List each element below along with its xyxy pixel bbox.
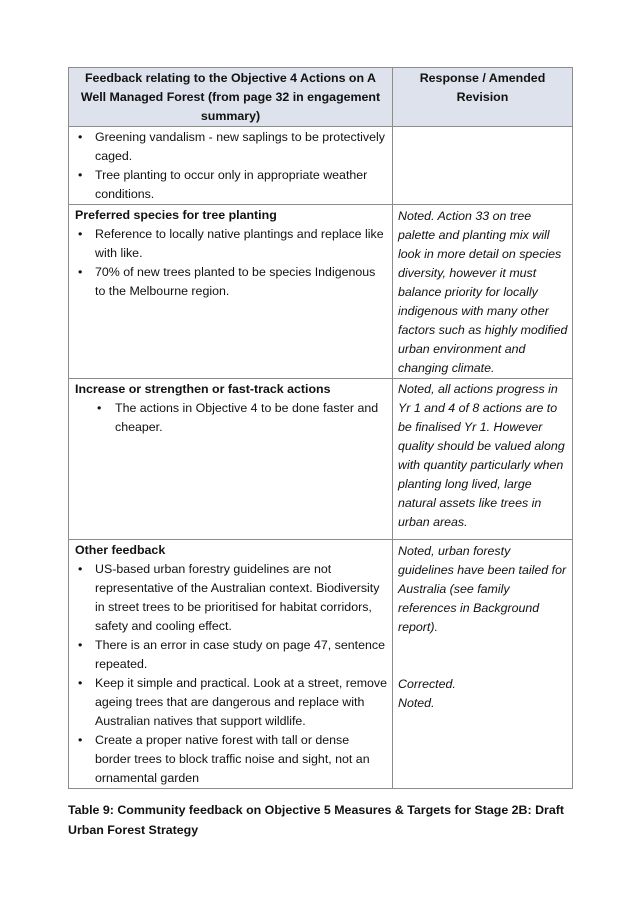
list-item: • US-based urban forestry guidelines are not representative of the Australian context. Biodiversity in street trees to be prioritised for habitat corridors, safety and cooling effect. [75, 560, 387, 636]
response-text: Noted, urban foresty guidelines have been tailed for Australia (see family references in Background report). [398, 544, 567, 634]
list-item: • Tree planting to occur only in appropriate weather conditions. [75, 166, 387, 204]
table-row [69, 205, 573, 379]
response-text: Noted, all actions progress in Yr 1 and 4 of 8 actions are to be finalised Yr 1. However quality should be valued along with quantity particularly when planting long lived, large natural assets like trees in urban areas. [398, 382, 565, 529]
list-item: • Reference to locally native plantings and replace like with like. [75, 225, 387, 263]
header-feedback-cell [69, 68, 393, 127]
section-heading: Preferred species for tree planting [75, 208, 277, 222]
feedback-list [75, 399, 387, 437]
feedback-cell [69, 540, 393, 789]
feedback-cell [69, 205, 393, 379]
response-cell [393, 379, 573, 540]
feedback-list [75, 560, 387, 788]
list-item: • Create a proper native forest with tall or dense border trees to block traffic noise and sight, not an ornamental garden [75, 731, 387, 788]
response-text [393, 127, 572, 128]
feedback-cell [69, 127, 393, 205]
list-item: • The actions in Objective 4 to be done faster and cheaper. [75, 399, 387, 437]
feedback-list [75, 128, 387, 204]
response-cell [393, 540, 573, 789]
list-item: • There is an error in case study on page 47, sentence repeated. [75, 636, 387, 674]
list-item: • Keep it simple and practical. Look at a street, remove ageing trees that are dangerous and replace with Australian natives that support wildlife. [75, 674, 387, 731]
response-cell [393, 205, 573, 379]
header-feedback: Feedback relating to the Objective 4 Actions on A Well Managed Forest (from page 32 in engagement summary) [80, 71, 381, 123]
feedback-table [68, 67, 573, 789]
section-heading: Increase or strengthen or fast-track actions [75, 382, 331, 396]
list-item: • 70% of new trees planted to be species Indigenous to the Melbourne region. [75, 263, 387, 301]
feedback-list [75, 225, 387, 301]
response-text: Noted. [398, 696, 435, 710]
table-row [69, 540, 573, 789]
feedback-cell [69, 379, 393, 540]
response-text: Corrected. [398, 677, 456, 691]
response-cell [393, 127, 573, 205]
header-response: Response / Amended Revision [419, 71, 546, 104]
header-response-cell [393, 68, 573, 127]
table-caption: Table 9: Community feedback on Objective 5 Measures & Targets for Stage 2B: Draft Urban Forest Strategy [68, 803, 564, 837]
table-row [69, 127, 573, 205]
table-row [69, 379, 573, 540]
list-item: • Greening vandalism - new saplings to be protectively caged. [75, 128, 387, 166]
section-heading: Other feedback [75, 543, 166, 557]
table-header-row [69, 68, 573, 127]
response-text: Noted. Action 33 on tree palette and planting mix will look in more detail on species diversity, however it must balance priority for locally indigenous with many other factors such as highly modified urban environment and changing climate. [398, 209, 568, 375]
